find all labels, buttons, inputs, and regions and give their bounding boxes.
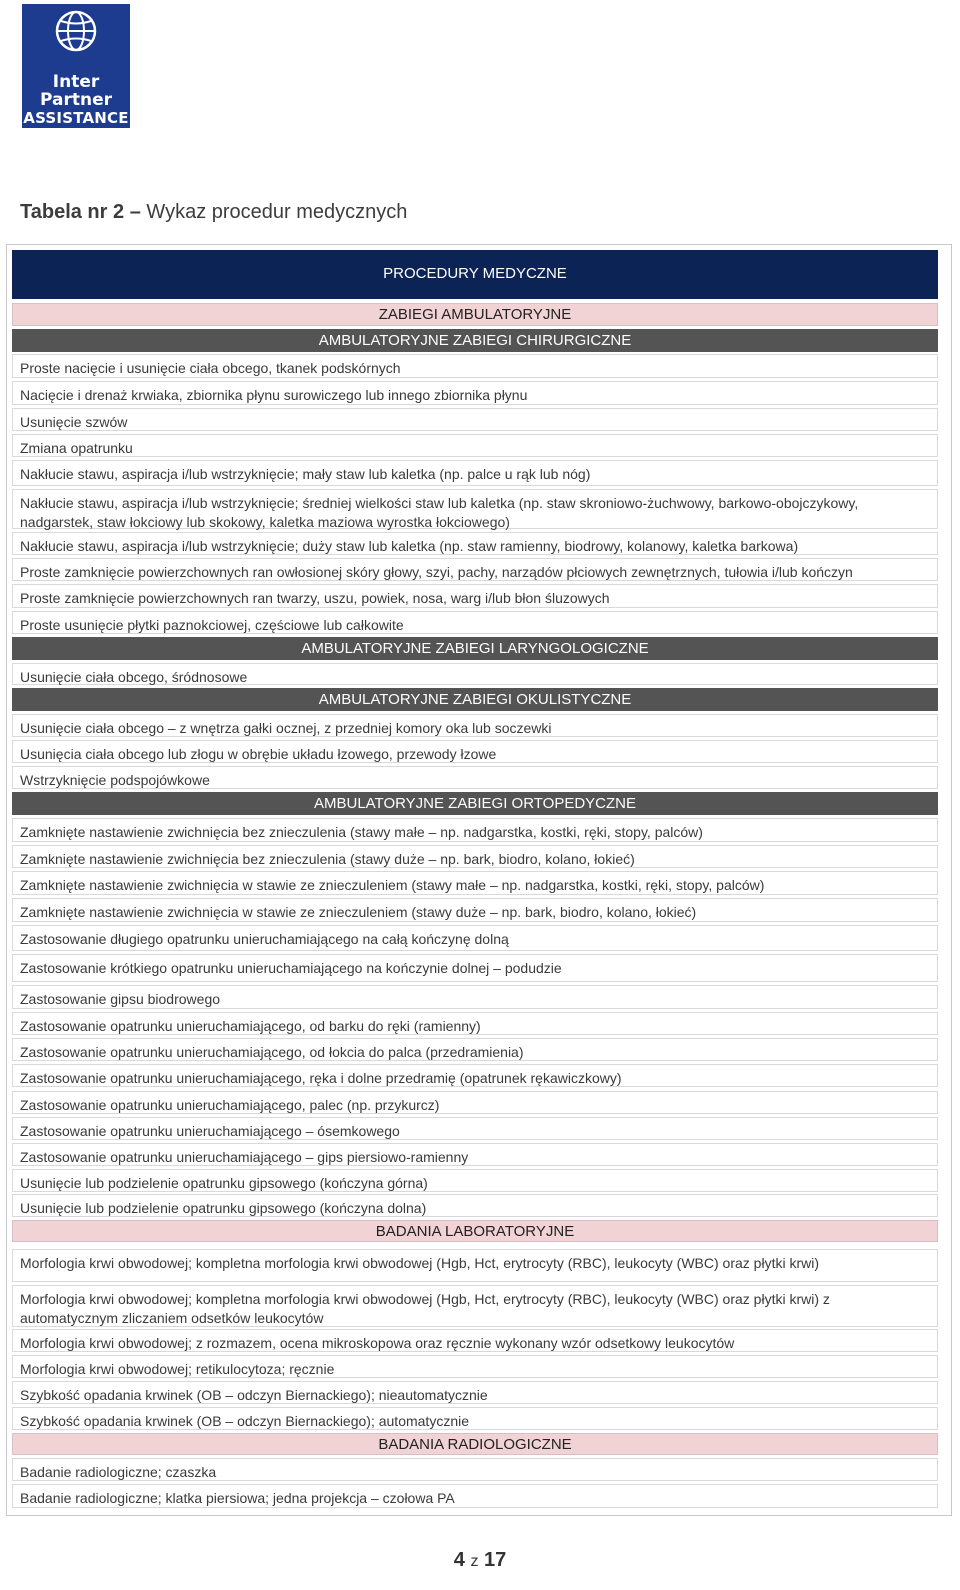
title-text: Wykaz procedur medycznych bbox=[146, 201, 408, 223]
table-row: Nakłucie stawu, aspiracja i/lub wstrzyknięcie; średniej wielkości staw lub kaletka (np. staw skroniowo-żuchwowy, barkowo-obojczykowy, nadgarstek, staw łokciowy lub skokowy, kaletka maziowa wyrostka łokciowego) bbox=[12, 489, 938, 529]
logo-text-assistance: ASSISTANCE bbox=[23, 109, 129, 127]
table-title: PROCEDURY MEDYCZNE bbox=[12, 250, 938, 299]
title-prefix: Tabela nr 2 bbox=[20, 201, 125, 223]
table-row: Usunięcie szwów bbox=[12, 408, 938, 431]
table-row: Proste usunięcie płytki paznokciowej, częściowe lub całkowite bbox=[12, 611, 938, 634]
table-row: Nakłucie stawu, aspiracja i/lub wstrzyknięcie; mały staw lub kaletka (np. palce u rąk lub nóg) bbox=[12, 460, 938, 486]
table-row: Morfologia krwi obwodowej; kompletna morfologia krwi obwodowej (Hgb, Hct, erytrocyty (RBC), leukocyty (WBC) oraz płytki krwi) z automatycznym zliczaniem odsetków leukocytów bbox=[12, 1285, 938, 1327]
table-row: Nacięcie i drenaż krwiaka, zbiornika płynu surowiczego lub innego zbiornika płynu bbox=[12, 381, 938, 405]
table-row: Zastosowanie krótkiego opatrunku unieruchamiającego na kończynie dolnej – podudzie bbox=[12, 954, 938, 982]
table-row: Usunięcie ciała obcego – z wnętrza gałki ocznej, z przedniej komory oka lub soczewki bbox=[12, 714, 938, 737]
page-current: 4 bbox=[453, 1549, 465, 1571]
section-header: BADANIA RADIOLOGICZNE bbox=[12, 1433, 938, 1455]
table-row: Zastosowanie opatrunku unieruchamiającego, od barku do ręki (ramienny) bbox=[12, 1012, 938, 1035]
table-row: Proste zamknięcie powierzchownych ran owłosionej skóry głowy, szyi, pachy, narządów płciowych zewnętrznych, tułowia i/lub kończyn bbox=[12, 558, 938, 581]
table-row: Proste nacięcie i usunięcie ciała obcego, tkanek podskórnych bbox=[12, 354, 938, 378]
document-title bbox=[20, 201, 407, 224]
table-row: Zastosowanie opatrunku unieruchamiającego – ósemkowego bbox=[12, 1117, 938, 1140]
table-row: Usunięcia ciała obcego lub złogu w obrębie układu łzowego, przewody łzowe bbox=[12, 740, 938, 763]
table-row: Zastosowanie opatrunku unieruchamiającego, od łokcia do palca (przedramienia) bbox=[12, 1038, 938, 1061]
table-row: Morfologia krwi obwodowej; kompletna morfologia krwi obwodowej (Hgb, Hct, erytrocyty (RBC), leukocyty (WBC) oraz płytki krwi) bbox=[12, 1249, 938, 1282]
table-row: Zamknięte nastawienie zwichnięcia w stawie ze znieczuleniem (stawy duże – np. bark, biodro, kolano, łokieć) bbox=[12, 898, 938, 922]
table-row: Usunięcie lub podzielenie opatrunku gipsowego (kończyna dolna) bbox=[12, 1194, 938, 1217]
logo-text-partner: Partner bbox=[39, 90, 112, 110]
table-row: Proste zamknięcie powierzchownych ran twarzy, uszu, powiek, nosa, warg i/lub błon śluzowych bbox=[12, 584, 938, 608]
table-row: Zastosowanie gipsu biodrowego bbox=[12, 985, 938, 1009]
table-row: Zamknięte nastawienie zwichnięcia bez znieczulenia (stawy małe – np. nadgarstka, kostki, ręki, stopy, palców) bbox=[12, 818, 938, 842]
page-total: 17 bbox=[484, 1549, 507, 1571]
table-row: Morfologia krwi obwodowej; z rozmazem, ocena mikroskopowa oraz ręcznie wykonany wzór odsetkowy leukocytów bbox=[12, 1329, 938, 1352]
table-row: Zastosowanie opatrunku unieruchamiającego, ręka i dolne przedramię (opatrunek rękawiczkowy) bbox=[12, 1064, 938, 1087]
table-row: Nakłucie stawu, aspiracja i/lub wstrzyknięcie; duży staw lub kaletka (np. staw ramienny, biodrowy, kolanowy, kaletka barkowa) bbox=[12, 532, 938, 555]
table-row: Usunięcie ciała obcego, śródnosowe bbox=[12, 663, 938, 685]
company-logo bbox=[22, 4, 130, 128]
table-row: Zamknięte nastawienie zwichnięcia w stawie ze znieczuleniem (stawy małe – np. nadgarstka, kostki, ręki, stopy, palców) bbox=[12, 871, 938, 895]
table-row: Szybkość opadania krwinek (OB – odczyn Biernackiego); automatycznie bbox=[12, 1407, 938, 1430]
table-row: Usunięcie lub podzielenie opatrunku gipsowego (kończyna górna) bbox=[12, 1169, 938, 1192]
category-header: AMBULATORYJNE ZABIEGI OKULISTYCZNE bbox=[12, 688, 938, 711]
section-header: ZABIEGI AMBULATORYJNE bbox=[12, 303, 938, 326]
table-row: Szybkość opadania krwinek (OB – odczyn Biernackiego); nieautomatycznie bbox=[12, 1381, 938, 1404]
globe-icon bbox=[55, 10, 97, 52]
table-row: Morfologia krwi obwodowej; retikulocytoza; ręcznie bbox=[12, 1355, 938, 1378]
table-row: Zamknięte nastawienie zwichnięcia bez znieczulenia (stawy duże – np. bark, biodro, kolano, łokieć) bbox=[12, 845, 938, 868]
category-header: AMBULATORYJNE ZABIEGI ORTOPEDYCZNE bbox=[12, 792, 938, 815]
page-number bbox=[380, 1549, 580, 1572]
category-header: AMBULATORYJNE ZABIEGI CHIRURGICZNE bbox=[12, 329, 938, 352]
table-row: Zastosowanie opatrunku unieruchamiającego – gips piersiowo-ramienny bbox=[12, 1143, 938, 1166]
table-row: Badanie radiologiczne; czaszka bbox=[12, 1458, 938, 1481]
category-header: AMBULATORYJNE ZABIEGI LARYNGOLOGICZNE bbox=[12, 637, 938, 660]
title-dash: – bbox=[129, 201, 141, 223]
table-row: Zmiana opatrunku bbox=[12, 434, 938, 457]
page-separator: z bbox=[470, 1553, 479, 1570]
section-header: BADANIA LABORATORYJNE bbox=[12, 1220, 938, 1242]
table-row: Zastosowanie długiego opatrunku unieruchamiającego na całą kończynę dolną bbox=[12, 925, 938, 951]
table-row: Badanie radiologiczne; klatka piersiowa; jedna projekcja – czołowa PA bbox=[12, 1484, 938, 1508]
table-row: Wstrzyknięcie podspojówkowe bbox=[12, 766, 938, 789]
table-row: Zastosowanie opatrunku unieruchamiającego, palec (np. przykurcz) bbox=[12, 1091, 938, 1114]
logo-text-inter: Inter bbox=[52, 72, 100, 92]
